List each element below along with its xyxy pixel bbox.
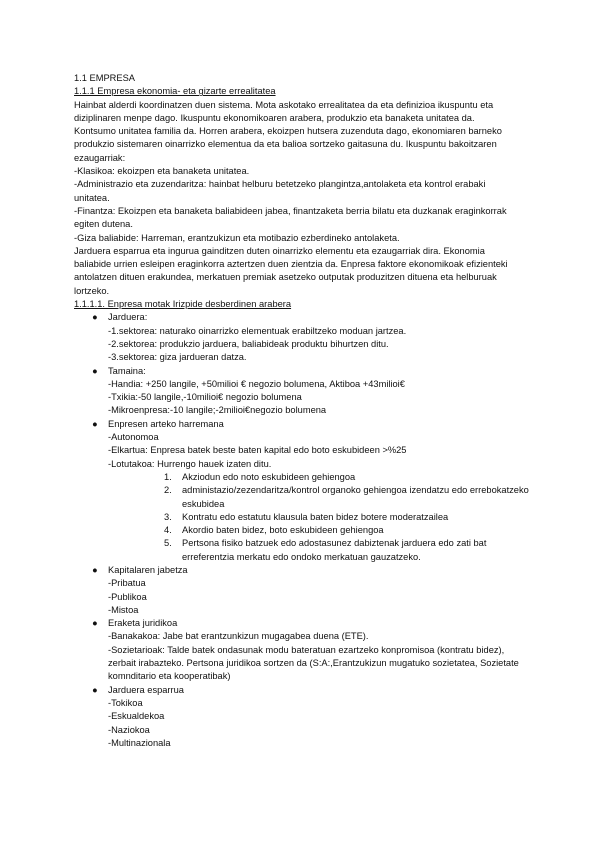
bullet-icon: ● [92, 312, 98, 323]
text-line: Kontsumo unitatea familia da. Horren arabera, ekoizpen hutsera zuzenduta dago, ekonomiaren barneko [74, 126, 502, 137]
sub-item: -Pribatua [108, 578, 146, 589]
sub-item: -Naziokoa [108, 724, 150, 735]
bullet-label: Tamaina: [108, 365, 146, 376]
numbered-text: Akordio baten bidez, boto eskubideen gehiengoa [182, 525, 384, 536]
sub-item: -2.sektorea: produkzio jarduera, baliabideak produktu bihurtzen ditu. [108, 338, 389, 349]
section-harremana [74, 418, 534, 564]
numbered-text: Kontratu edo estatutu klausula baten bidez botere moderatzailea [182, 511, 449, 522]
numbered-continuation: erreferentzia merkatu edo ondoko merkatuan gauzatzeko. [182, 551, 421, 562]
text-line: antolatzen dituen erakundea, merkatuen premiak asetzeko outputak produzitzen dituena eta helburuak [74, 272, 497, 283]
section-tamaina [74, 365, 534, 418]
bullet-item [74, 311, 534, 324]
text-line: unitatea. [74, 192, 110, 203]
sub-item: -Banakakoa: Jabe bat erantzunkizun mugagabea duena (ETE). [108, 631, 369, 642]
sub-item: -1.sektorea: naturako oinarrizko elementuak erabiltzeko moduan jartzea. [108, 325, 407, 336]
bullet-item [74, 684, 534, 697]
text-line: -Giza baliabide: Harreman, erantzukizun eta motibazio ezberdineko antolaketa. [74, 232, 400, 243]
bullet-label: Jarduera esparrua [108, 684, 184, 695]
bullet-label: Enpresen arteko harremana [108, 418, 224, 429]
item-number: 1. [164, 471, 172, 482]
section-jarduera [74, 311, 534, 364]
sub-item: -Mikroenpresa:-10 langile;-2milioi€negozio bolumena [108, 405, 327, 416]
section-esparrua [74, 684, 534, 750]
text-line: -Finantza: Ekoizpen eta banaketa baliabideen jabea, finantzaketa berria bilatu eta duzkanak eraginkorrak [74, 205, 507, 216]
text-line: lortzeko. [74, 285, 110, 296]
sub-item: -Publikoa [108, 591, 147, 602]
bullet-item [74, 365, 534, 378]
section-eraketa [74, 617, 534, 683]
numbered-item [74, 511, 534, 524]
text-line: Hainbat alderdi koordinatzen duen sistema. Mota askotako errealitatea da eta definizioa ikuspuntu eta [74, 99, 494, 110]
sub-item: -Tokikoa [108, 697, 143, 708]
text-line: egiten dutena. [74, 219, 133, 230]
numbered-item [74, 537, 534, 550]
sub-item: -Txikia:-50 langile,-10milioi€ negozio bolumena [108, 392, 302, 403]
text-line: ezaugarriak: [74, 152, 126, 163]
sub-item: -Sozietarioak: Talde batek ondasunak modu bateratuan ezartzeko konpromisoa (kontratu bidez), [108, 644, 505, 655]
item-number: 5. [164, 538, 172, 549]
bullet-label: Eraketa juridikoa [108, 618, 178, 629]
bullet-label: Jarduera: [108, 312, 148, 323]
sub-item: komnditario eta kooperatibak) [108, 671, 231, 682]
text-line: Jarduera esparrua eta ingurua gainditzen duten oinarrizko elementu eta ezaugarriak dira. Ekonomia [74, 245, 485, 256]
heading: 1.1 EMPRESA [74, 73, 135, 83]
bullet-item [74, 564, 534, 577]
item-number: 2. [164, 485, 172, 496]
bullet-item [74, 418, 534, 431]
sub-item: -Handia: +250 langile, +50milioi € negozio bolumena, Aktiboa +43milioi€ [108, 378, 405, 389]
sub-item: -Eskualdekoa [108, 711, 165, 722]
numbered-text: Akziodun edo noto eskubideen gehiengoa [182, 471, 356, 482]
document-page [74, 72, 534, 750]
numbered-text: Pertsona fisiko batzuek edo adostasunez dabiztenak jarduera edo zati bat [182, 538, 487, 549]
bullet-icon: ● [92, 418, 98, 429]
numbered-text: administazio/zezendaritza/kontrol organoko gehiengoa izendatzu edo errebokatzeko [182, 485, 529, 496]
item-number: 4. [164, 525, 172, 536]
text-line: baliabide urrien esleipen eraginkorra aztertzen duen zientzia da. Enpresa faktore ekonomikoak efizienteki [74, 259, 508, 270]
sub-item: -Multinazionala [108, 737, 171, 748]
section-title: 1.1.1.1. Enpresa motak Irizpide desberdinen arabera [74, 299, 292, 310]
numbered-item [74, 471, 534, 484]
intro-paragraph [74, 99, 534, 165]
features-list [74, 165, 534, 298]
sub-item: -Lotutakoa: Hurrengo hauek izaten ditu. [108, 458, 272, 469]
subheading: 1.1.1 Empresa ekonomia- eta gizarte errealitatea [74, 86, 276, 97]
numbered-item [74, 524, 534, 537]
sub-item: -Mistoa [108, 604, 139, 615]
bullet-icon: ● [92, 564, 98, 575]
section-kapitala [74, 564, 534, 617]
text-line: -Klasikoa: ekoizpen eta banaketa unitatea. [74, 166, 250, 177]
sub-item: zerbait irabazteko. Pertsona juridikoa sortzen da (S:A:,Erantzukizun mugatuko sozietatea, Sozietate [108, 658, 519, 669]
text-line: -Administrazio eta zuzendaritza: hainbat helburu betetzeko plangintza,antolaketa eta kontrol erabaki [74, 179, 486, 190]
bullet-label: Kapitalaren jabetza [108, 564, 188, 575]
bullet-item [74, 617, 534, 630]
sub-item: -Elkartua: Enpresa batek beste baten kapital edo boto eskubideen >%25 [108, 445, 407, 456]
bullet-icon: ● [92, 618, 98, 629]
bullet-icon: ● [92, 684, 98, 695]
text-line: diziplinaren menpe dago. Ikuspuntu ekonomikoaren arabera, produkzio eta banaketa unitatea da. [74, 112, 475, 123]
numbered-item [74, 484, 534, 497]
text-line: produkzio sistemaren oinarrizko elementua da eta balioa sortzeko gaitasuna du. Ikuspuntu bakoitzaren [74, 139, 497, 150]
sub-item: -Autonomoa [108, 432, 159, 443]
sub-item: -3.sektorea: giza jardueran datza. [108, 352, 247, 363]
numbered-continuation: eskubidea [182, 498, 225, 509]
bullet-icon: ● [92, 365, 98, 376]
item-number: 3. [164, 511, 172, 522]
